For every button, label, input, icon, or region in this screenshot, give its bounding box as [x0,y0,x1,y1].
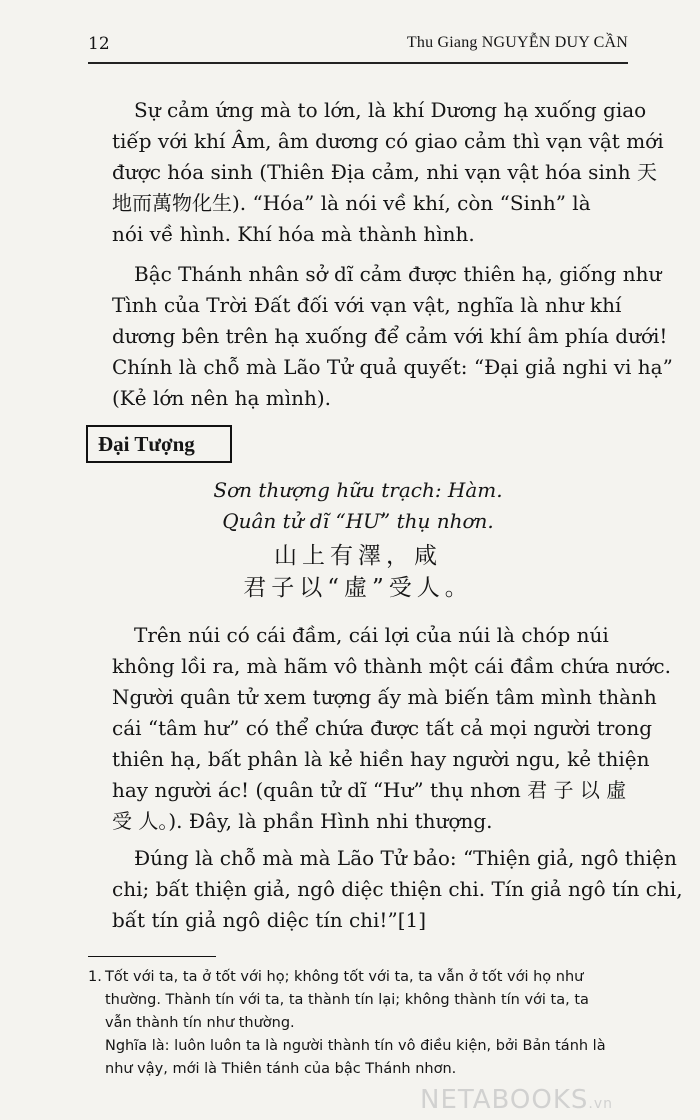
paragraph-1 [88,95,664,250]
text-line: (Kẻ lớn nên hạ mình). [112,386,332,410]
header-rule [88,62,628,64]
verse-cjk-line-1: 山上有澤，咸 [274,543,442,569]
text-line: Sự cảm ứng mà to lớn, là khí Dương hạ xuống giao [134,98,647,122]
verse-cjk-line-2: 君子以“虛”受人。 [243,575,473,601]
footnote-line: như vậy, mới là Thiên tánh của bậc Thánh nhơn. [105,1061,457,1077]
text-line: không lồi ra, mà hãm vô thành một cái đầm chứa nước. [112,654,671,678]
footnote-line: thường. Thành tín với ta, ta thành tín lại; không thành tín với ta, ta [105,992,589,1008]
text-line: Chính là chỗ mà Lão Tử quả quyết: “Đại giả nghi vi hạ” [112,355,673,379]
verse-line-1: Sơn thượng hữu trạch: Hàm. [213,478,503,502]
running-title: Thu Giang NGUYỄN DUY CẦN [406,34,628,51]
paragraph-3 [88,620,671,837]
paragraph-2 [88,259,673,414]
text-line: bất tín giả ngô diệc tín chi!”[1] [112,908,427,932]
text-line: nói về hình. Khí hóa mà thành hình. [112,222,475,246]
watermark-suffix: .vn [588,1096,613,1112]
footnote-line: Nghĩa là: luôn luôn ta là người thành tín vô điều kiện, bởi Bản tánh là [105,1038,606,1054]
footnote-line: Tốt với ta, ta ở tốt với họ; không tốt với ta, ta vẫn ở tốt với họ như [105,969,584,985]
text-line: dương bên trên hạ xuống để cảm với khí âm phía dưới! [112,324,668,348]
text-line: Bậc Thánh nhân sở dĩ cảm được thiên hạ, giống như [134,262,662,286]
footnote-line: vẫn thành tín như thường. [105,1015,295,1031]
footnote-rule [88,956,216,957]
page-header [88,34,628,64]
footnote [88,966,638,1081]
text-line: tiếp với khí Âm, âm dương có giao cảm thì vạn vật mới [112,129,664,153]
section-heading: Đại Tượng [86,425,232,463]
paragraph-4 [88,843,683,936]
text-line: Đúng là chỗ mà mà Lão Tử bảo: “Thiện giả, ngô thiện [134,846,677,870]
text-line: thiên hạ, bất phân là kẻ hiền hay người ngu, kẻ thiện [112,747,650,771]
text-line: hay người ác! (quân tử dĩ “Hư” thụ nhơn 君 子 以 虛 [112,778,627,802]
text-line: Người quân tử xem tượng ấy mà biến tâm mình thành [112,685,657,709]
text-line: Trên núi có cái đầm, cái lợi của núi là chóp núi [134,623,609,647]
text-line: 地而萬物化生). “Hóa” là nói về khí, còn “Sinh” là [112,191,591,215]
verse-line-2: Quân tử dĩ “HƯ” thụ nhơn. [222,509,494,533]
text-line: cái “tâm hư” có thể chứa được tất cả mọi người trong [112,716,653,740]
text-line: 受 人。). Đây, là phần Hình nhi thượng. [112,809,493,833]
watermark-brand: NETABOOKS [420,1085,589,1115]
watermark-logo [420,1085,613,1115]
text-line: được hóa sinh (Thiên Địa cảm, nhi vạn vật hóa sinh 天 [112,160,657,184]
text-line: chi; bất thiện giả, ngô diệc thiện chi. Tín giả ngô tín chi, [112,877,683,901]
text-line: Tình của Trời Đất đối với vạn vật, nghĩa là như khí [112,293,622,317]
page-number: 12 [88,34,110,54]
footnote-number: 1. [88,969,102,985]
